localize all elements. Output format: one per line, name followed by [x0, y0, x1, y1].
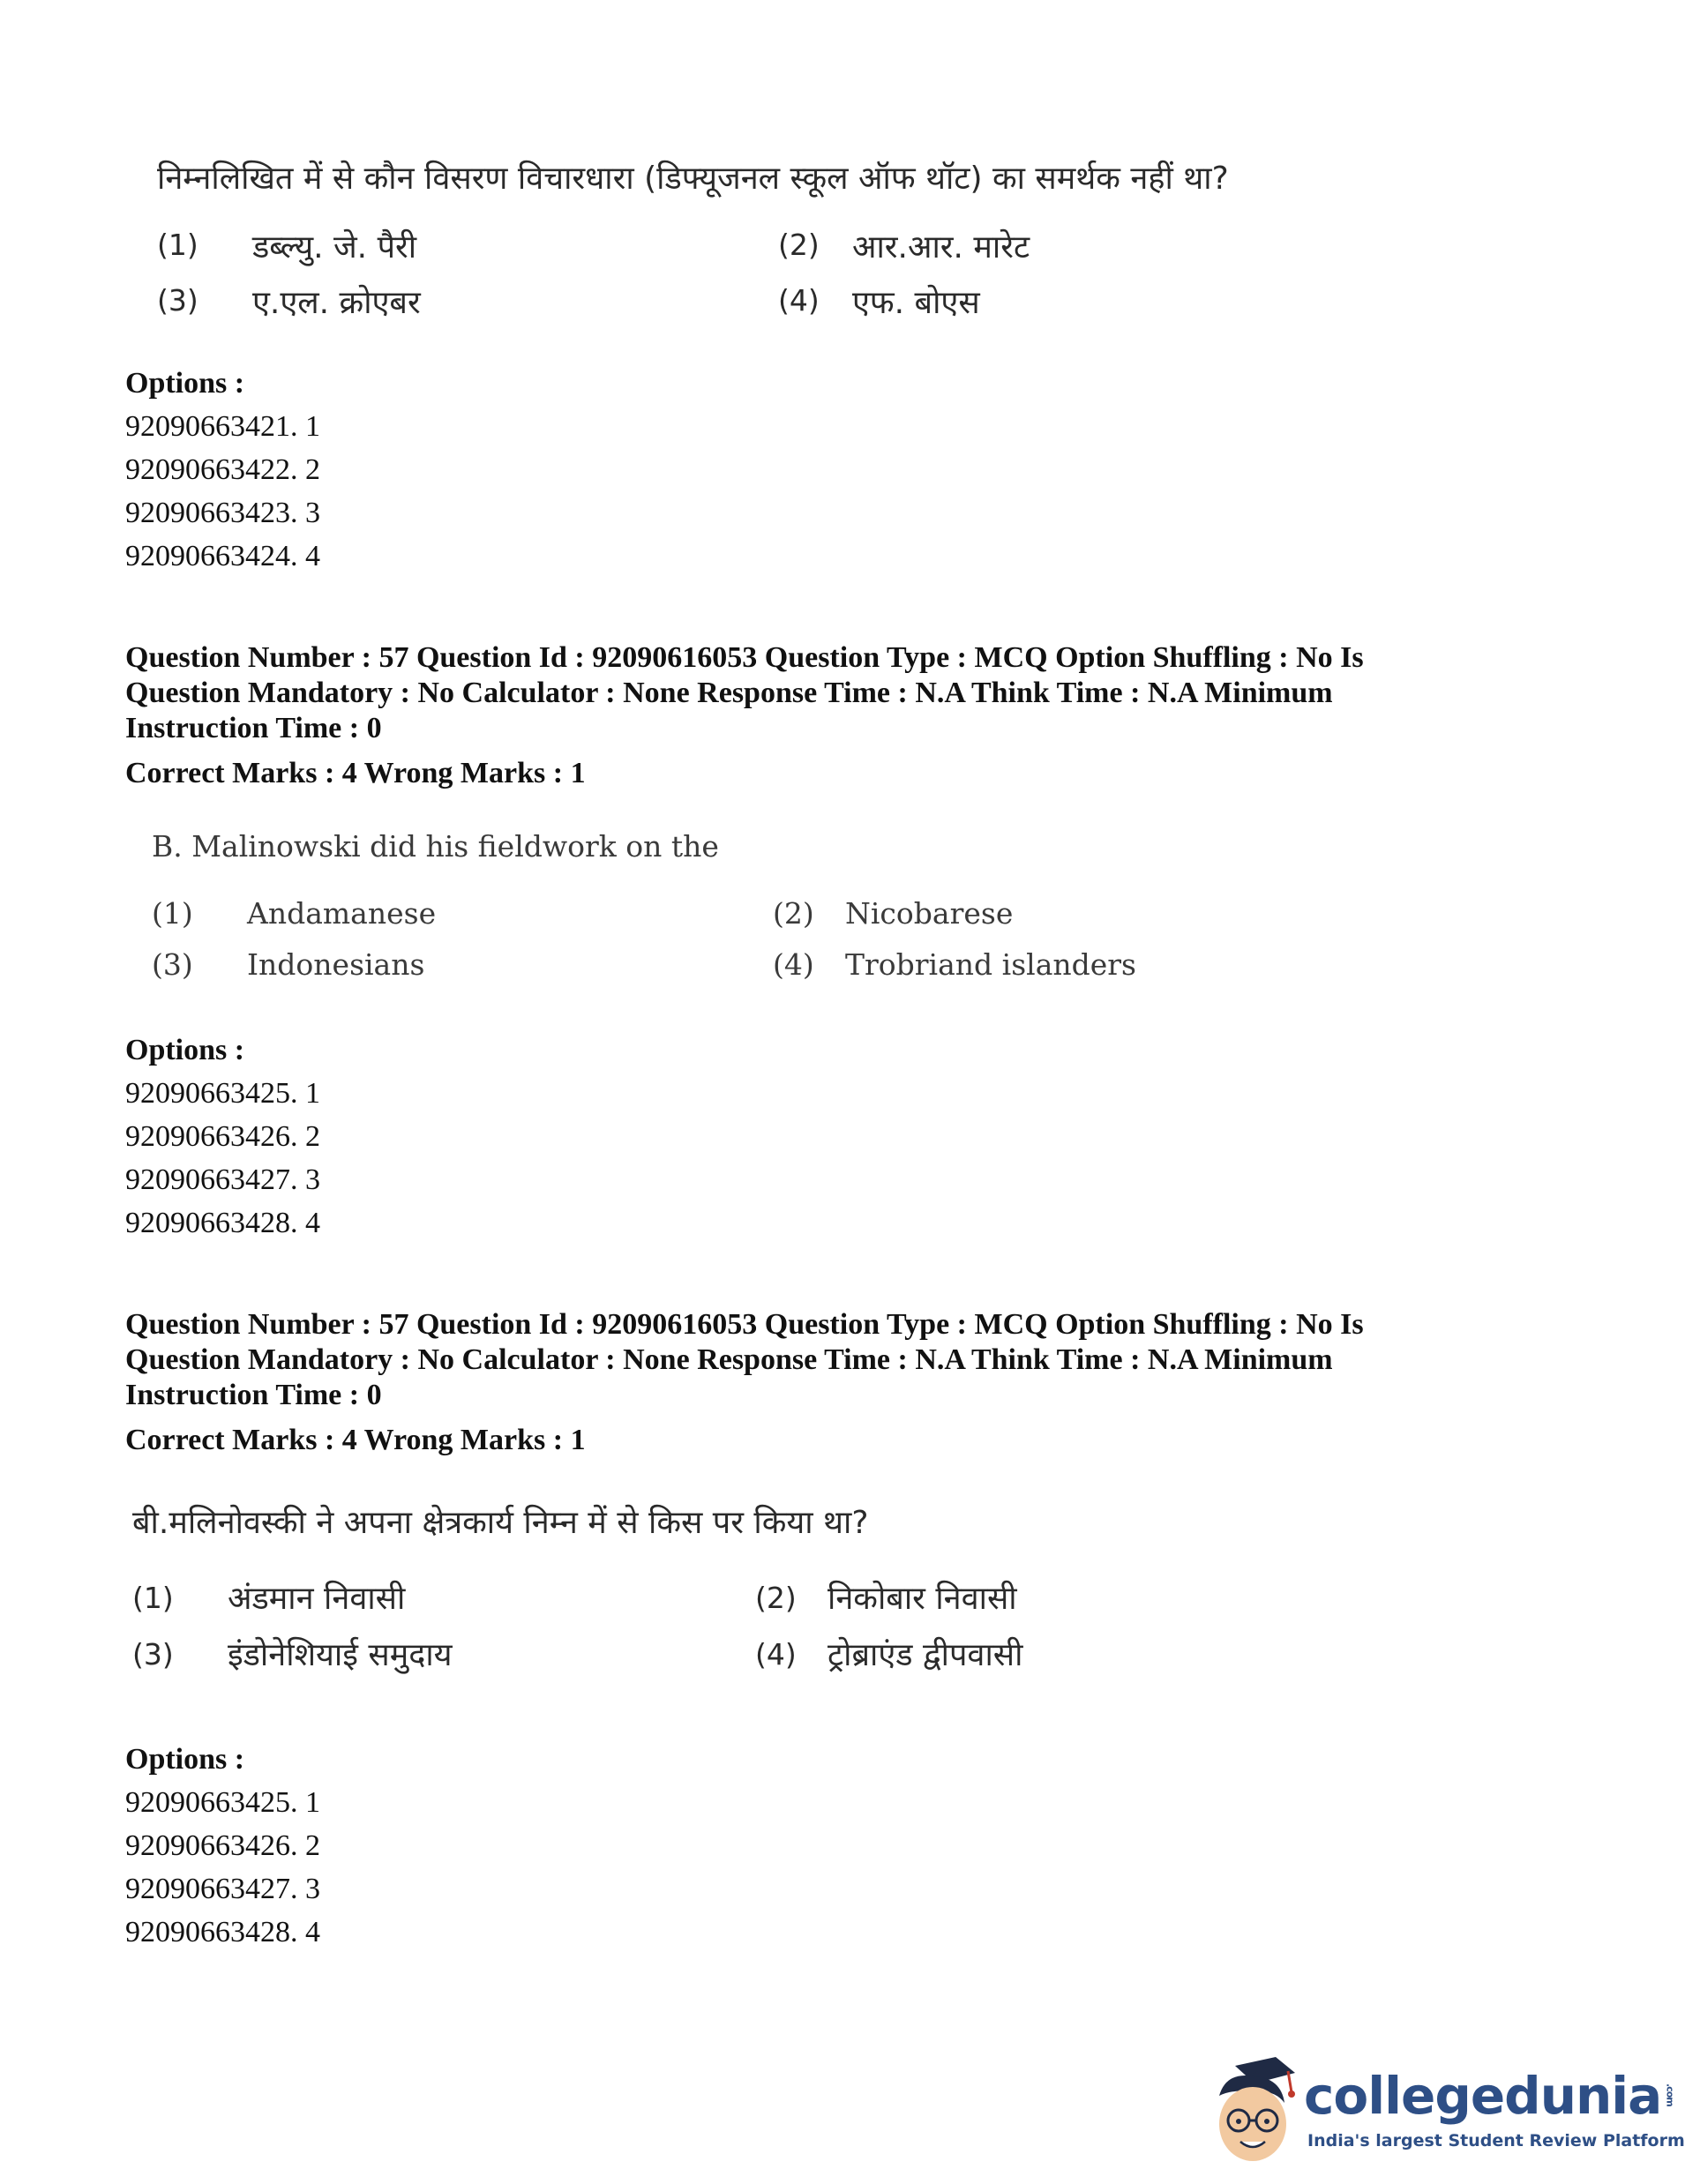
options-label: Options :: [125, 1034, 245, 1066]
choice-number: (3): [157, 283, 198, 318]
choice-text: इंडोनेशियाई समुदाय: [228, 1637, 453, 1673]
marks-info: Correct Marks : 4 Wrong Marks : 1: [125, 1424, 586, 1456]
choice-text: निकोबार निवासी: [828, 1581, 1017, 1617]
question-meta: Question Number : 57 Question Id : 92090616053 Question Type : MCQ Option Shuffling : No Is Question Mandatory : No Calculator : None Response Time : N.A Think Time : N.A Minimum Instruction Time : 0: [125, 641, 1364, 744]
choice-text: Andamanese: [247, 896, 437, 931]
option-id: 92090663422. 2: [125, 453, 320, 486]
choice-text: Indonesians: [247, 947, 425, 982]
choice-text: एफ. बोएस: [852, 285, 980, 321]
choice-text: ए.एल. क्रोएबर: [252, 285, 421, 321]
collegedunia-logo: [1200, 2053, 1685, 2177]
choice-number: (1): [152, 896, 193, 931]
choice-number: (1): [157, 228, 198, 262]
option-id: 92090663426. 2: [125, 1120, 320, 1153]
brand-tld: .com: [1664, 2083, 1676, 2106]
choice-text: डब्ल्यु. जे. पैरी: [252, 229, 417, 266]
choice-text: Nicobarese: [845, 896, 1014, 931]
choice-number: (2): [755, 1581, 797, 1615]
choice-number: (2): [778, 228, 820, 262]
option-id: 92090663427. 3: [125, 1873, 320, 1905]
question-text-3: बी.मलिनोवस्की ने अपना क्षेत्रकार्य निम्न में से किस पर किया था?: [132, 1505, 869, 1541]
marks-info: Correct Marks : 4 Wrong Marks : 1: [125, 757, 586, 789]
choice-number: (1): [132, 1581, 174, 1615]
choice-text: ट्रोब्राएंड द्वीपवासी: [828, 1637, 1023, 1673]
question-text-1: निम्नलिखित में से कौन विसरण विचारधारा (डिफ्यूजनल स्कूल ऑफ थॉट) का समर्थक नहीं था?: [157, 161, 1229, 197]
choice-number: (3): [132, 1637, 174, 1672]
question-text-2: B. Malinowski did his fieldwork on the: [152, 829, 719, 864]
option-id: 92090663425. 1: [125, 1786, 320, 1819]
brand-text: collegedunia: [1304, 2066, 1662, 2126]
choice-text: आर.आर. मारेट: [852, 229, 1030, 266]
options-label: Options :: [125, 1743, 245, 1776]
option-id: 92090663428. 4: [125, 1207, 320, 1239]
option-id: 92090663423. 3: [125, 497, 320, 529]
option-id: 92090663428. 4: [125, 1916, 320, 1948]
option-id: 92090663427. 3: [125, 1163, 320, 1196]
choice-number: (4): [755, 1637, 797, 1672]
choice-number: (3): [152, 947, 193, 982]
brand-tagline: India's largest Student Review Platform: [1307, 2131, 1685, 2150]
option-id: 92090663421. 1: [125, 410, 320, 443]
choice-text: Trobriand islanders: [845, 947, 1136, 982]
choice-number: (4): [773, 947, 814, 982]
brand-name: [1304, 2066, 1676, 2126]
choice-number: (4): [778, 283, 820, 318]
option-id: 92090663425. 1: [125, 1077, 320, 1110]
options-label: Options :: [125, 367, 245, 400]
choice-number: (2): [773, 896, 814, 931]
question-meta: Question Number : 57 Question Id : 92090616053 Question Type : MCQ Option Shuffling : No Is Question Mandatory : No Calculator : None Response Time : N.A Think Time : N.A Minimum Instruction Time : 0: [125, 1308, 1364, 1411]
option-id: 92090663426. 2: [125, 1829, 320, 1862]
mascot-icon: [1200, 2053, 1306, 2177]
choice-text: अंडमान निवासी: [228, 1581, 406, 1617]
option-id: 92090663424. 4: [125, 540, 320, 572]
